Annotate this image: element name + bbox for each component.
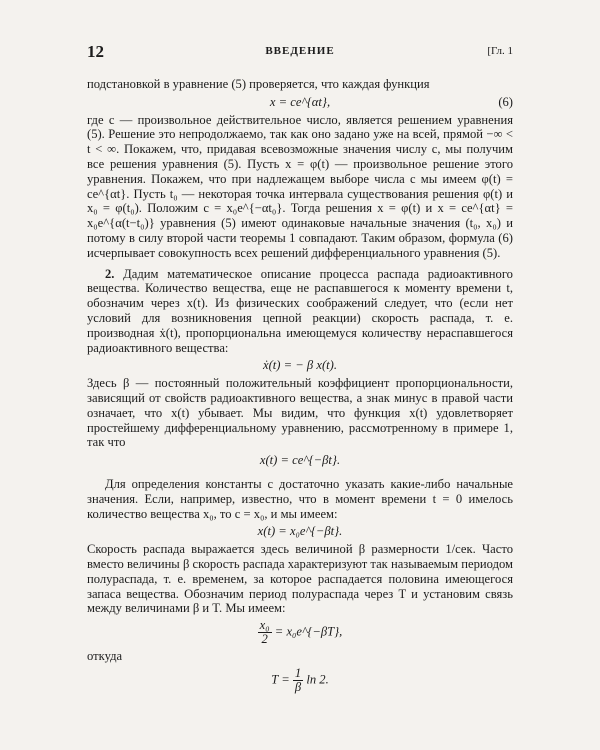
- formula-particular-solution: x(t) = x₀e^{−βt}.: [257, 524, 343, 539]
- paragraph-initial-values: Для определения константы c достаточно указать какие-либо начальные значения. Если, например, известно, что в момент времени t = 0 имелось количество вещества x₀, то c = x₀, и мы имеем:: [87, 476, 513, 521]
- fraction-1-over-beta: [293, 667, 303, 694]
- fraction-numerator: 1: [294, 665, 302, 680]
- formula-period-rhs: ln 2.: [306, 672, 329, 687]
- section-number: 2.: [105, 266, 115, 281]
- chapter-marker: [Гл. 1: [487, 45, 513, 57]
- formula-6-expression: x = ce^{αt},: [269, 94, 331, 109]
- paragraph-solutions: где c — произвольное действительное число, является решением уравнения (5). Решение это непродолжаемо, так как оно задано уже на всей, прямой −∞ < t < ∞. Покажем, что, придавая всевозможные значения числу c, мы получим все решения уравнения (5). Пусть x = φ(t) — произвольное решение этого уравнения. Покажем, что при надлежащем выборе числа c мы имеем φ(t) = ce^{αt}. Пусть t₀ — некоторая точка интервала существования решения φ(t) и x₀ = φ(t₀). Положим c = x₀e^{−αt₀}. Тогда решения x = φ(t) и x = ce^{αt} = x₀e^{α(t−t₀)} уравнения (5) имеют одинаковые начальные значения (t₀, x₀) и потому в силу второй части теоремы 1 совпадают. Таким образом, формула (6) исчерпывает совокупность всех решений дифференциального уравнения (5).: [87, 112, 513, 260]
- paragraph-coefficient: Здесь β — постоянный положительный коэффициент пропорциональности, зависящий от свойств радиоактивного вещества, а знак минус в правой части означает, что x(t) убывает. Мы видим, что функция x(t) удовлетворяет простейшему дифференциальному уравнению, рассмотренному в примере 1, так что: [87, 376, 513, 450]
- formula-period: [87, 667, 513, 694]
- fraction-denominator: 2: [261, 632, 268, 647]
- fraction-denominator: β: [294, 679, 302, 694]
- running-header: [87, 42, 513, 64]
- fraction-x0-over-2: [258, 619, 272, 646]
- fraction-numerator: x₀: [259, 618, 270, 633]
- paragraph-half-life: Скорость распада выражается здесь величиной β размерности 1/сек. Часто вместо величины β скорость распада характеризуют так называемым периодом полураспада, т. е. временем, за которое распадается половина имеющегося запаса вещества. Обозначим период полураспада через T и установим связь между величинами β и T. Мы имеем:: [87, 542, 513, 616]
- running-title: ВВЕДЕНИЕ: [265, 45, 335, 57]
- formula-6: [87, 95, 513, 110]
- paragraph-decay-text: Дадим математическое описание процесса распада радиоактивного вещества. Количество вещества, еще не распавшегося к моменту времени t, обозначим через x(t). Из физических соображений следует, что (если нет условий для возникновения цепной реакции) скорость распада, т. е. производная ẋ(t), пропорциональна имеющемуся количеству нераспавшегося радиоактивного вещества:: [87, 266, 513, 355]
- formula-decay-ode: ẋ(t) = − β x(t).: [263, 358, 337, 373]
- equation-number-6: (6): [498, 94, 513, 109]
- paragraph-whence: откуда: [87, 649, 123, 664]
- formula-half-life-relation: [87, 619, 513, 646]
- formula-period-lhs: T =: [271, 672, 290, 687]
- paragraph-decay-intro: [87, 267, 513, 356]
- page-body: [87, 77, 513, 697]
- formula-general-solution: x(t) = ce^{−βt}.: [259, 453, 341, 468]
- paragraph-intro: подстановкой в уравнение (5) проверяется, что каждая функция: [87, 77, 430, 91]
- formula-half-life-rhs: = x₀e^{−βT},: [274, 624, 343, 639]
- page-number: 12: [87, 42, 104, 61]
